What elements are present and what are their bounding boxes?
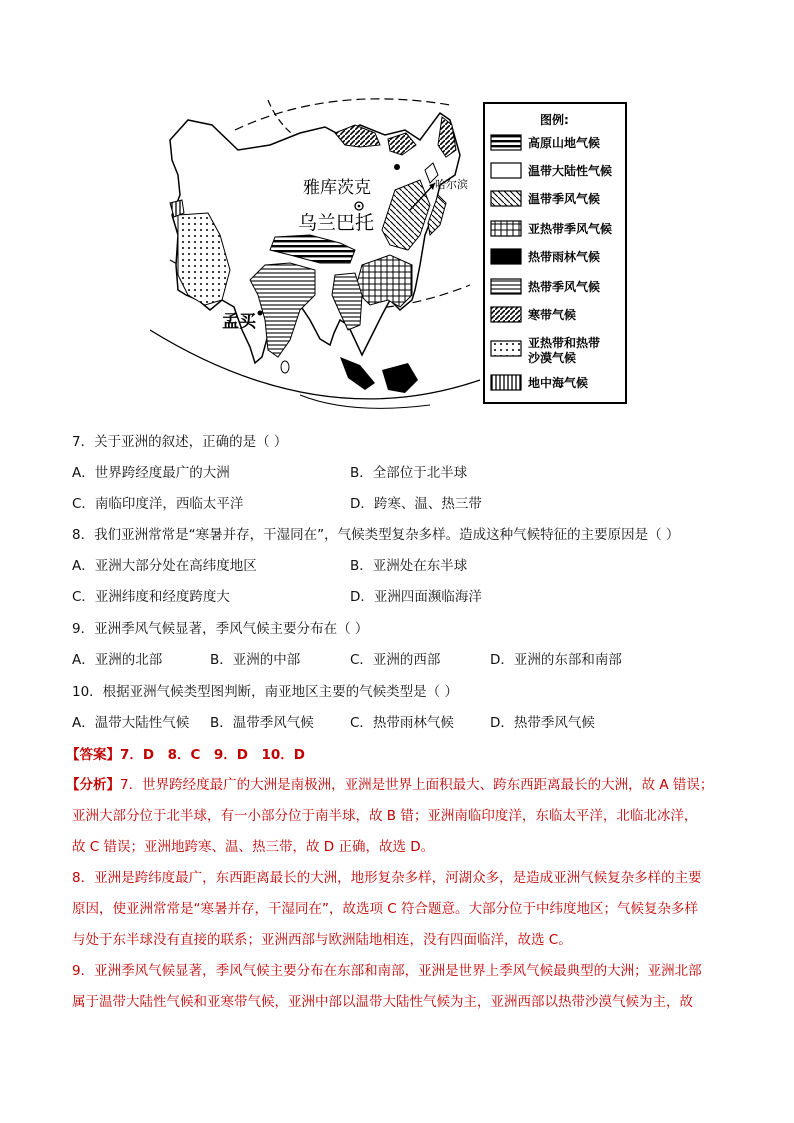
ulaanbaatar-label: 乌兰巴托 [298,212,375,234]
legend-swatch-highland [491,135,521,150]
legend-label: 热带季风气候 [528,280,601,294]
question-10-option-a: A．温带大陆性气候 [72,715,190,731]
question-7-option-c: C．南临印度洋，西临太平洋 [72,496,244,512]
legend-swatch-grid [491,221,521,236]
legend-label: 高原山地气候 [528,136,601,150]
question-9-option-a: A．亚洲的北部 [72,652,163,668]
asia-climate-map [150,95,630,415]
legend-label: 温带季风气候 [528,192,601,206]
answer-label: 【答案】 [66,747,120,763]
legend-swatch-solid [491,249,521,264]
analysis-line-7: 9．亚洲季风气候显著，季风气候主要分布在东部和南部，亚洲是世界上季风气候最典型的大洲；亚洲北部 [72,963,702,979]
mumbai-dot [258,311,263,316]
legend-label: 亚热带季风气候 [528,222,613,236]
analysis-line-2: 亚洲大部分位于北半球，有一小部分位于南半球，故 B 错；亚洲南临印度洋，东临太平洋，北临北冰洋， [72,808,698,824]
graticule-arc-north [235,99,450,130]
legend-label: 热带雨林气候 [528,250,601,264]
legend-swatch-vlines [491,375,521,390]
harbin-label: 哈尔滨 [435,178,468,191]
question-7-option-a: A．世界跨经度最广的大洲 [72,465,230,481]
legend-swatch-hlines [491,279,521,294]
analysis-block [66,770,726,1018]
legend-title: 图例: [540,113,569,127]
question-10-stem: 10．根据亚洲气候类型图判断，南亚地区主要的气候类型是（ ） [72,684,458,700]
question-9-option-b: B．亚洲的中部 [210,652,301,668]
yakutsk-dot [394,164,400,170]
question-8-stem: 8．我们亚洲常常是“寒暑并存，干湿同在”，气候类型复杂多样。造成这种气候特征的主要原因是（ ） [72,527,680,543]
question-7-option-b: B．全部位于北半球 [350,465,468,481]
legend-label: 地中海气候 [528,376,589,390]
legend-label-line2: 沙漠气候 [528,351,577,365]
question-9-stem: 9．亚洲季风气候显著，季风气候主要分布在（ ） [72,621,369,637]
analysis-line-5: 原因，使亚洲常常是“寒暑并存，干湿同在”，故选项 C 符合题意。大部分位于中纬度地区；气候复杂多样 [72,901,698,917]
mumbai-label: 孟买 [222,312,256,332]
question-8-option-b: B．亚洲处在东半球 [350,558,468,574]
question-7-stem: 7．关于亚洲的叙述，正确的是（ ） [72,434,288,450]
answer-line [66,746,305,764]
question-9-option-c: C．亚洲的西部 [350,652,441,668]
map-legend [484,103,626,403]
rainforest-region [340,357,375,390]
analysis-label: 【分析】 [66,777,120,793]
question-10-option-c: C．热带雨林气候 [350,715,454,731]
analysis-line-8: 属于温带大陆性气候和亚寒带气候，亚洲中部以温带大陆性气候为主，亚洲西部以热带沙漠气候为主，故 [72,994,693,1010]
analysis-line-1: 【分析】7．世界跨经度最广的大洲是南极洲，亚洲是世界上面积最大、跨东西距离最长的大洲，故 A 错误； [66,777,714,793]
graticule-arc-outer [150,330,480,399]
question-9-option-d: D．亚洲的东部和南部 [490,652,622,668]
question-10-option-b: B．温带季风气候 [210,715,314,731]
legend-label: 亚热带和热带 [528,336,601,350]
question-10-option-d: D．热带季风气候 [490,715,595,731]
legend-label: 温带大陆性气候 [528,164,613,178]
yakutsk-label: 雅库茨克 [303,178,371,198]
analysis-line-6: 与处于东半球没有直接的联系；亚洲西部与欧洲陆地相连，没有四面临洋，故选 C。 [72,932,572,948]
answer-text: 7．D 8．C 9．D 10．D [120,747,305,763]
legend-swatch-blank [491,163,521,178]
question-8-option-c: C．亚洲纬度和经度跨度大 [72,589,230,605]
analysis-line-3: 故 C 错误；亚洲地跨寒、温、热三带，故 D 正确，故选 D。 [72,839,435,855]
legend-swatch-dots [491,341,521,356]
legend-swatch-diag-back [491,191,521,206]
question-8-option-d: D．亚洲四面濒临海洋 [350,589,482,605]
analysis-line-4: 8．亚洲是跨纬度最广，东西距离最长的大洲，地形复杂多样，河湖众多，是造成亚洲气候复杂多样的主要 [72,870,702,886]
legend-swatch-diag-fwd [491,307,521,322]
legend-label: 寒带气候 [528,308,577,322]
question-7-option-d: D．跨寒、温、热三带 [350,496,482,512]
question-8-option-a: A．亚洲大部分处在高纬度地区 [72,558,257,574]
